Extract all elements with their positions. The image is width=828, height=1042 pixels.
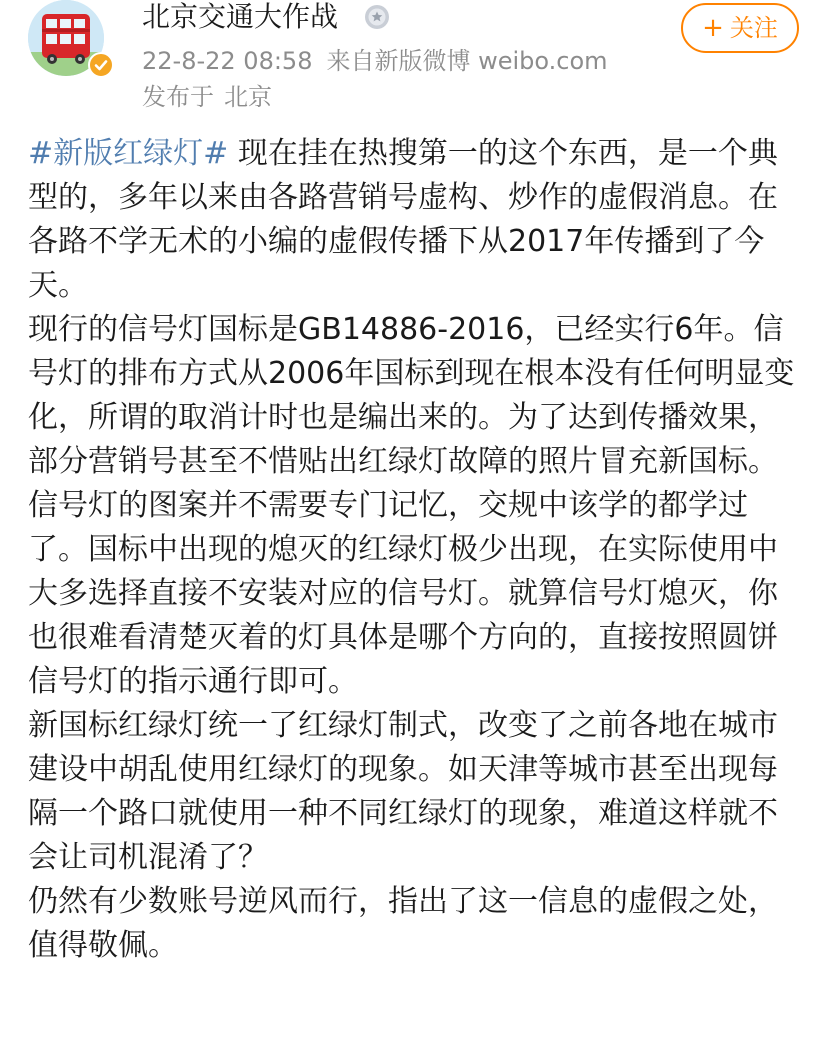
- post-paragraph-2: 现行的信号灯国标是GB14886-2016，已经实行6年。信号灯的排布方式从2006年国标到现在根本没有任何明显变化，所谓的取消计时也是编出来的。为了达到传播效果，部分营销号甚至不惜贴出红绿灯故障的照片冒充新国标。: [28, 312, 795, 479]
- post-location: [142, 82, 282, 112]
- avatar-container[interactable]: [28, 0, 114, 76]
- hashtag-link[interactable]: #新版红绿灯#: [28, 136, 229, 171]
- post-source[interactable]: 来自新版微博 weibo.com: [326, 47, 608, 75]
- plus-icon: +: [702, 13, 724, 43]
- post-paragraph-3: 信号灯的图案并不需要专门记忆，交规中该学的都学过了。国标中出现的熄灭的红绿灯极少出现，在实际使用中大多选择直接不安装对应的信号灯。就算信号灯熄灭，你也很难看清楚灭着的灯具体是哪个方向的，直接按照圆饼信号灯的指示通行即可。: [28, 488, 778, 699]
- post-timestamp: 22-8-22 08:58: [142, 47, 313, 75]
- location-city: 北京: [224, 83, 272, 111]
- post-body: [28, 132, 804, 968]
- post-paragraph-5: 仍然有少数账号逆风而行，指出了这一信息的虚假之处，值得敬佩。: [28, 884, 778, 963]
- post-meta: [142, 46, 622, 76]
- post-paragraph-1: [28, 132, 804, 308]
- follow-button[interactable]: [681, 3, 799, 53]
- follow-label: 关注: [729, 14, 778, 42]
- user-name[interactable]: 北京交通大作战: [142, 0, 339, 33]
- verified-badge-icon: [88, 52, 114, 78]
- medal-icon[interactable]: [364, 4, 390, 30]
- paragraph-1-text: 现在挂在热搜第一的这个东西，是一个典型的，多年以来由各路营销号虚构、炒作的虚假消息。在各路不学无术的小编的虚假传播下从2017年传播到了今天。: [28, 136, 778, 303]
- post-paragraph-4: 新国标红绿灯统一了红绿灯制式，改变了之前各地在城市建设中胡乱使用红绿灯的现象。如天津等城市甚至出现每隔一个路口就使用一种不同红绿灯的现象，难道这样就不会让司机混淆了？: [28, 708, 778, 875]
- post-header: [0, 0, 828, 120]
- location-prefix: 发布于: [142, 83, 214, 111]
